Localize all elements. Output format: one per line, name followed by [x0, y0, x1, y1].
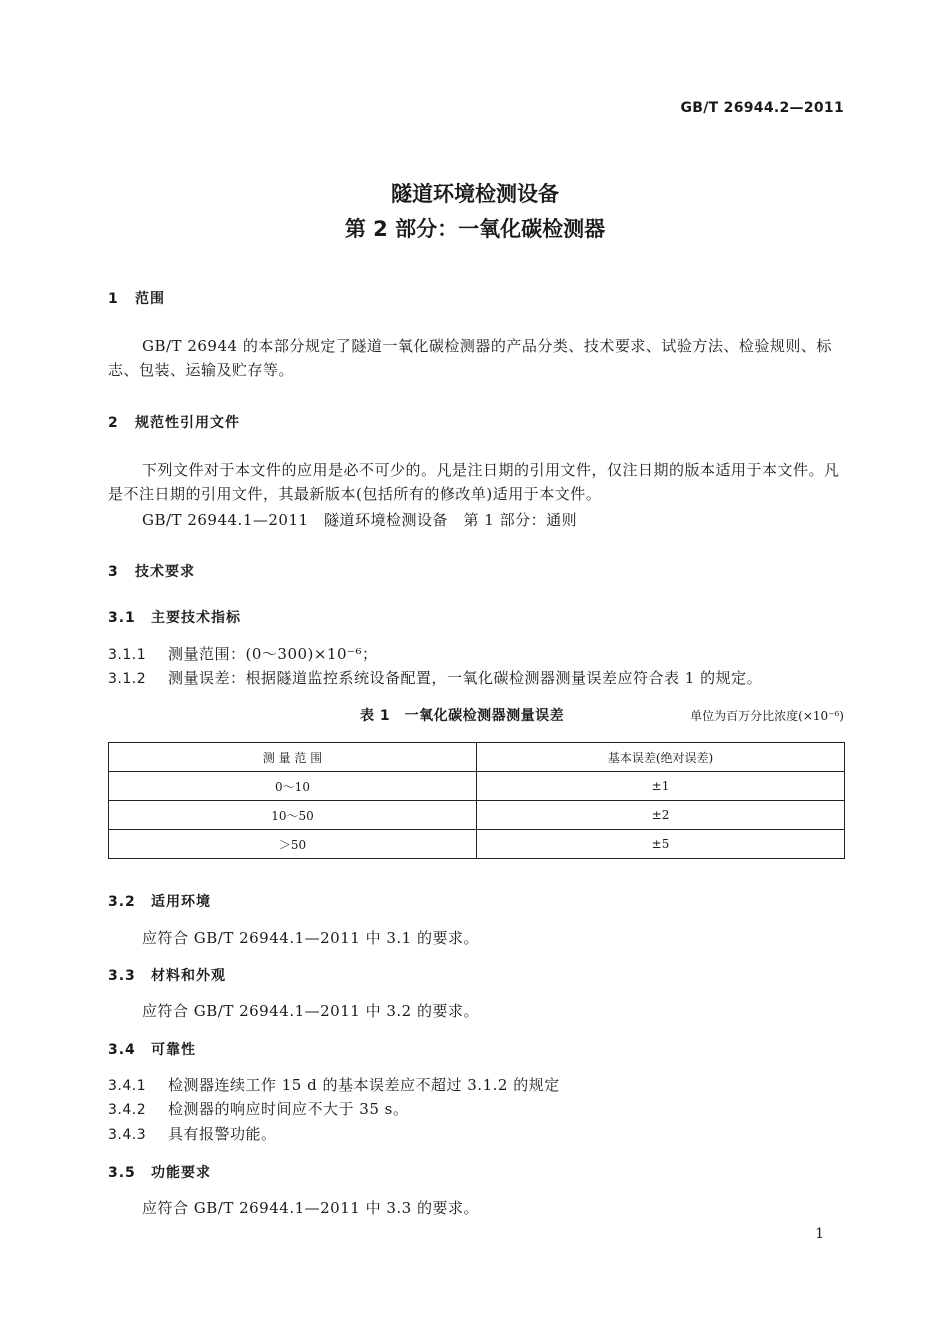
- section-3-2-text: 应符合 GB/T 26944.1—2011 中 3.1 的要求。: [142, 929, 479, 947]
- clause-text: 测量范围：(0～300)×10⁻⁶；: [168, 645, 378, 663]
- section-3-2-heading: [108, 891, 211, 911]
- section-3-5-text: 应符合 GB/T 26944.1—2011 中 3.3 的要求。: [142, 1199, 479, 1217]
- clause-3-4-3: [108, 1122, 277, 1147]
- document-title-line2: 第 2 部分：一氧化碳检测器: [344, 217, 606, 241]
- section-title: 可靠性: [151, 1042, 196, 1058]
- clause-number: 3.1.1: [108, 647, 147, 663]
- section-2-paragraph: 下列文件对于本文件的应用是必不可少的。凡是注日期的引用文件，仅注日期的版本适用于本文件。凡是不注日期的引用文件，其最新版本(包括所有的修改单)适用于本文件。: [108, 461, 840, 503]
- table-cell-error: ±1: [477, 772, 845, 801]
- clause-number: 3.4.2: [108, 1102, 147, 1118]
- section-title: 材料和外观: [151, 968, 226, 984]
- clause-number: 3.1.2: [108, 671, 147, 687]
- table-row: [109, 801, 845, 830]
- table-row: [109, 772, 845, 801]
- error-table: [108, 742, 845, 859]
- section-title: 范围: [135, 291, 165, 307]
- clause-text: 检测器连续工作 15 d 的基本误差应不超过 3.1.2 的规定: [168, 1076, 560, 1094]
- document-title-line1: 隧道环境检测设备: [391, 182, 559, 206]
- section-3-4-heading: [108, 1039, 196, 1059]
- section-title: 技术要求: [135, 564, 195, 580]
- section-2-heading: [108, 412, 240, 432]
- section-3-heading: [108, 561, 195, 581]
- section-number: 3.1: [108, 610, 136, 626]
- table-cell-range: ＞50: [109, 830, 477, 859]
- clause-3-4-1: [108, 1073, 560, 1098]
- section-number: 3.5: [108, 1165, 136, 1181]
- clause-text: 检测器的响应时间应不大于 35 s。: [168, 1100, 409, 1118]
- column-header-error: 基本误差(绝对误差): [477, 743, 845, 772]
- table-cell-range: 10～50: [109, 801, 477, 830]
- section-title: 主要技术指标: [151, 610, 241, 626]
- section-number: 2: [108, 415, 119, 431]
- column-header-range: 测 量 范 围: [109, 743, 477, 772]
- section-number: 1: [108, 291, 119, 307]
- section-1-heading: [108, 288, 165, 308]
- standard-code: GB/T 26944.2—2011: [680, 100, 844, 116]
- clause-text: 具有报警功能。: [168, 1125, 277, 1143]
- table-unit-note: 单位为百万分比浓度(×10⁻⁶): [690, 709, 844, 723]
- section-number: 3: [108, 564, 119, 580]
- table-cell-error: ±5: [477, 830, 845, 859]
- section-3-5-heading: [108, 1162, 211, 1182]
- section-number: 3.2: [108, 894, 136, 910]
- clause-3-4-2: [108, 1097, 408, 1122]
- clause-number: 3.4.1: [108, 1078, 147, 1094]
- section-1-paragraph: GB/T 26944 的本部分规定了隧道一氧化碳检测器的产品分类、技术要求、试验方法、检验规则、标志、包装、运输及贮存等。: [108, 337, 832, 379]
- section-3-1-heading: [108, 607, 241, 627]
- clause-text: 测量误差：根据隧道监控系统设备配置，一氧化碳检测器测量误差应符合表 1 的规定。: [168, 669, 763, 687]
- section-title: 规范性引用文件: [135, 415, 240, 431]
- table-row: [109, 830, 845, 859]
- table-caption: 表 1 一氧化碳检测器测量误差: [360, 708, 565, 724]
- table-cell-error: ±2: [477, 801, 845, 830]
- section-3-3-heading: [108, 965, 226, 985]
- table-cell-range: 0～10: [109, 772, 477, 801]
- clause-number: 3.4.3: [108, 1127, 147, 1143]
- section-title: 功能要求: [151, 1165, 211, 1181]
- section-number: 3.4: [108, 1042, 136, 1058]
- normative-reference: GB/T 26944.1—2011 隧道环境检测设备 第 1 部分：通则: [142, 511, 578, 529]
- section-3-3-text: 应符合 GB/T 26944.1—2011 中 3.2 的要求。: [142, 1002, 479, 1020]
- page-number: 1: [815, 1226, 824, 1242]
- table-header-row: [109, 743, 845, 772]
- clause-3-1-1: [108, 642, 377, 667]
- section-number: 3.3: [108, 968, 136, 984]
- section-title: 适用环境: [151, 894, 211, 910]
- clause-3-1-2: [108, 666, 762, 691]
